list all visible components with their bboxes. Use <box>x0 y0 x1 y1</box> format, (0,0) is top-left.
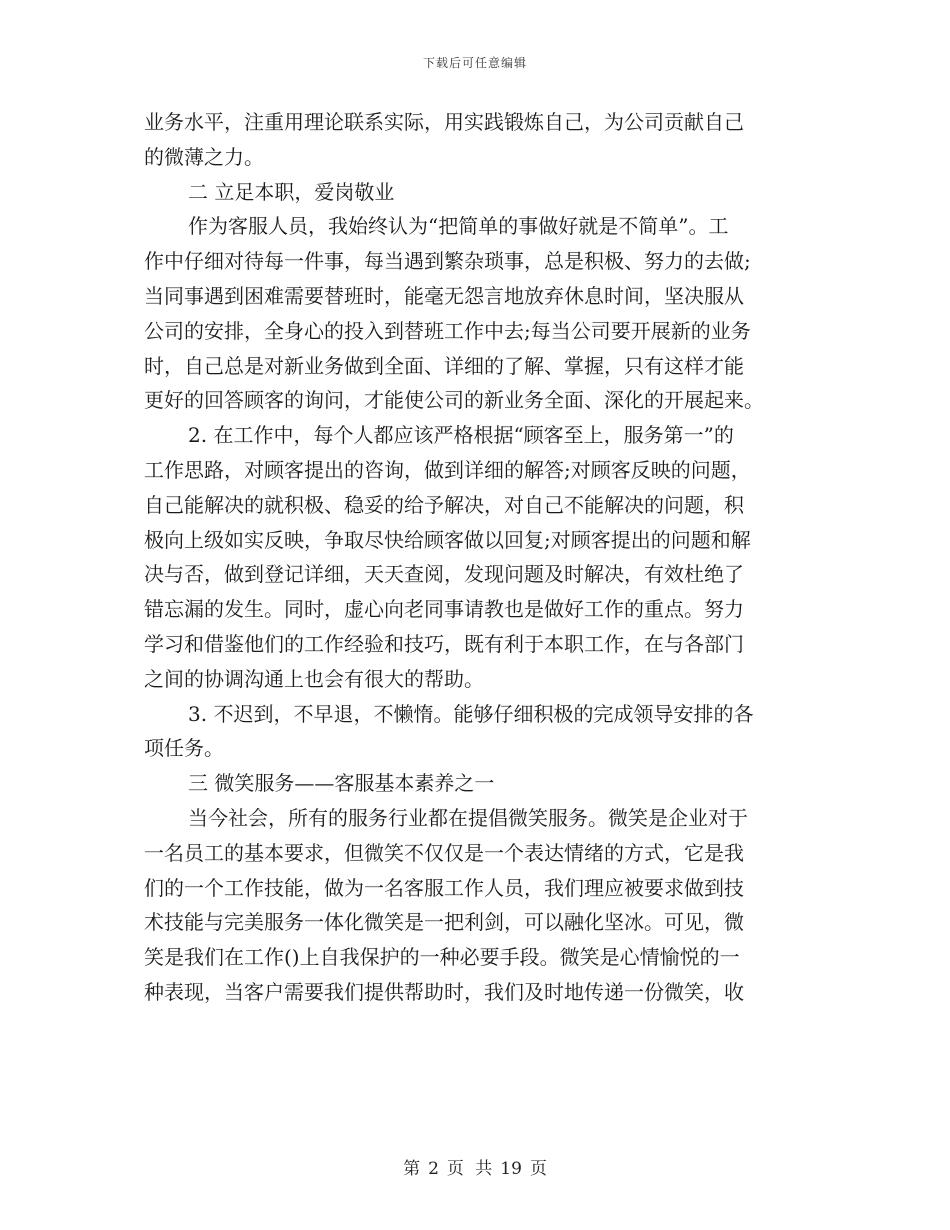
text-line: 当同事遇到困难需要替班时，能毫无怨言地放弃休息时间，坚决服从 <box>144 283 744 308</box>
text-line: 错忘漏的发生。同时，虚心向老同事请教也是做好工作的重点。努力 <box>144 597 744 622</box>
footer-middle: 页 共 <box>446 1159 493 1179</box>
footer-total-pages: 19 <box>500 1159 522 1179</box>
text-line: 种表现，当客户需要我们提供帮助时，我们及时地传递一份微笑，收 <box>144 979 744 1004</box>
page-footer <box>0 1154 950 1179</box>
text-line: 极向上级如实反映，争取尽快给顾客做以回复;对顾客提出的问题和解 <box>144 527 751 552</box>
text-line: 学习和借鉴他们的工作经验和技巧，既有利于本职工作，在与各部门 <box>144 631 744 656</box>
text-line: 业务水平，注重用理论联系实际，用实践锻炼自己，为公司贡献自己 <box>144 110 744 134</box>
text-line: 公司的安排，全身心的投入到替班工作中去;每当公司要开展新的业务 <box>144 318 751 343</box>
text-line: 的微薄之力。 <box>144 144 264 169</box>
body-text <box>144 105 809 1010</box>
text-line: 当今社会，所有的服务行业都在提倡微笑服务。微笑是企业对于 <box>188 805 748 830</box>
text-line: 三 微笑服务——客服基本素养之一 <box>188 771 495 796</box>
text-line: 们的一个工作技能，做为一名客服工作人员，我们理应被要求做到技 <box>144 875 744 900</box>
text-line: 作为客服人员，我始终认为“把简单的事做好就是不简单”。工 <box>188 214 729 239</box>
text-line: 3. 不迟到，不早退，不懒惰。能够仔细积极的完成领导安排的各 <box>188 701 754 726</box>
footer-page-number: 2 <box>428 1159 439 1179</box>
text-line: 项任务。 <box>144 736 224 761</box>
text-line: 一名员工的基本要求，但微笑不仅仅是一个表达情绪的方式，它是我 <box>144 840 744 865</box>
footer-prefix: 第 <box>403 1159 421 1179</box>
text-line: 笑是我们在工作()上自我保护的一种必要手段。微笑是心情愉悦的一 <box>144 945 740 970</box>
text-line: 2. 在工作中，每个人都应该严格根据“顾客至上，服务第一”的 <box>188 423 734 448</box>
text-line: 术技能与完美服务一体化微笑是一把利剑，可以融化坚冰。可见，微 <box>144 910 744 935</box>
text-line: 之间的协调沟通上也会有很大的帮助。 <box>144 666 484 691</box>
text-line: 作中仔细对待每一件事，每当遇到繁杂琐事，总是积极、努力的去做; <box>144 249 751 274</box>
page-header: 下载后可任意编辑 <box>422 56 527 70</box>
text-line: 自己能解决的就积极、稳妥的给予解决，对自己不能解决的问题，积 <box>144 492 744 517</box>
text-line: 工作思路，对顾客提出的咨询，做到详细的解答;对顾客反映的问题， <box>144 457 751 482</box>
text-line: 更好的回答顾客的询问，才能使公司的新业务全面、深化的开展起来。 <box>144 388 764 413</box>
footer-suffix: 页 <box>529 1159 547 1179</box>
text-line: 决与否，做到登记详细，天天查阅，发现问题及时解决，有效杜绝了 <box>144 562 744 587</box>
text-line: 时，自己总是对新业务做到全面、详细的了解、掌握，只有这样才能 <box>144 353 744 378</box>
text-line: 二 立足本职，爱岗敬业 <box>188 179 395 204</box>
